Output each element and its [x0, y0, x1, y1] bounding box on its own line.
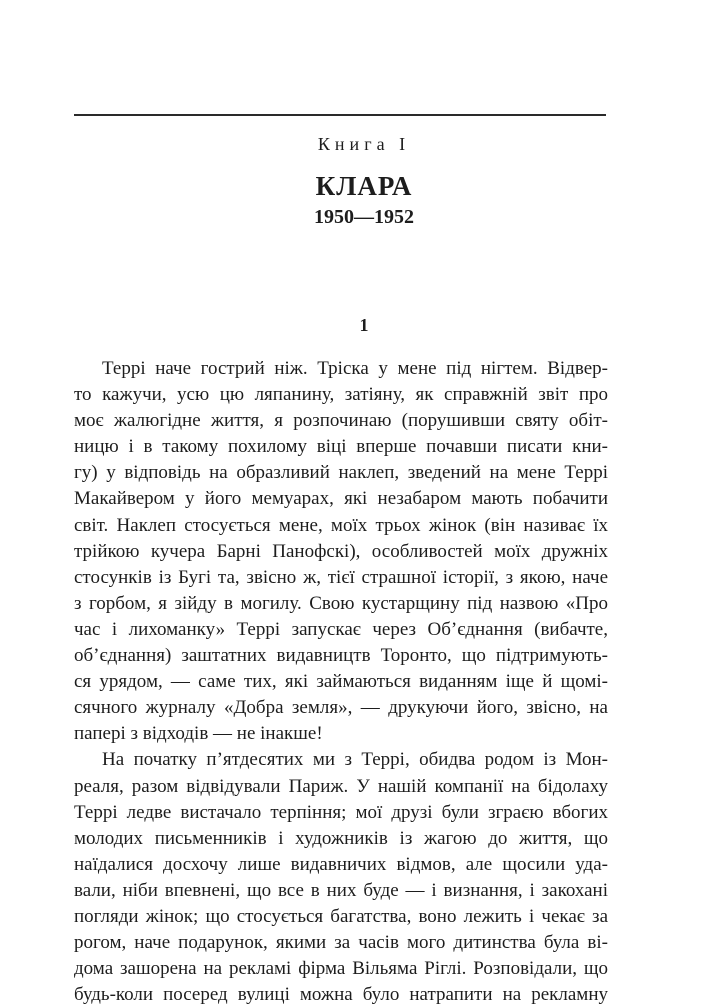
text-line: то кажучи, усю цю ляпанину, затіяну, як справжній звіт про: [74, 384, 608, 406]
text-line: На початку п’ятдесятих ми з Террі, обидва родом із Мон-: [102, 749, 608, 771]
text-line: наїдалися досхочу лише видавничих відмов, але щосили уда-: [74, 853, 608, 875]
paragraph-1: [74, 356, 608, 747]
body-text: [74, 356, 608, 1008]
text-line: погляди жінок; що стосується багатства, воно лежить і чекає за: [74, 905, 608, 927]
text-line: з горбом, я зійду в могилу. Свою кустарщину під назвою «Про: [74, 592, 608, 614]
text-line: ницю і в такому похилому віці вперше почавши писати кни-: [74, 436, 608, 458]
text-line: Террі наче гострий ніж. Тріска у мене під нігтем. Відвер-: [102, 358, 608, 379]
chapter-title: КЛАРА: [315, 171, 413, 201]
text-line: будь-коли посеред вулиці можна було натрапити на рекламну: [74, 984, 608, 1006]
text-line: сячного журналу «Добра земля», — друкуючи його, звісно, на: [74, 697, 608, 719]
text-line: гу) у відповідь на образливий наклеп, зведений на мене Террі: [74, 462, 608, 484]
text-line: дома зашорена на рекламі фірма Вільяма Рiглі. Розповідали, що: [74, 958, 608, 980]
top-rule: [74, 114, 606, 116]
text-line: світ. Наклеп стосується мене, моїх трьох жінок (він називає їх: [74, 514, 608, 536]
text-line: Террі ледве вистачало терпіння; мої друзі були зграєю вбогих: [74, 801, 608, 823]
text-line: реаля, разом відвідували Париж. У нашій компанії на бідолаху: [74, 775, 608, 797]
text-line: папері з відходів — не інакше!: [74, 723, 323, 745]
text-line: рогом, наче подарунок, якими за часів мого дитинства була ві-: [74, 932, 608, 954]
chapter-number: 1: [359, 315, 369, 335]
text-line: Макайвером у його мемуарах, які незабаром мають побачити: [74, 488, 608, 510]
text-line: моє жалюгідне життя, я розпочинаю (порушивши святу обіт-: [74, 410, 608, 432]
text-line: молодих письменників і художників із жагою до життя, що: [74, 827, 608, 849]
text-line: стосунків із Бугі та, звісно ж, тієї страшної історії, з якою, наче: [74, 566, 608, 588]
text-line: об’єднання) заштатних видавництв Торонто, що підтримують-: [74, 645, 608, 667]
book-label: Книга I: [317, 134, 411, 154]
text-line: трійкою кучера Барні Панофскі), особливостей моїх дружніх: [74, 540, 608, 562]
paragraph-2: [74, 747, 608, 1008]
text-line: вали, ніби впевнені, що все в них буде — і визнання, і закохані: [74, 879, 608, 901]
years-range: 1950—1952: [314, 206, 414, 228]
text-line: час і лихоманку» Террі запускає через Об’єднання (вибачте,: [74, 618, 608, 640]
text-line: ся урядом, — саме тих, які займаються виданням іще й щомі-: [74, 671, 608, 693]
